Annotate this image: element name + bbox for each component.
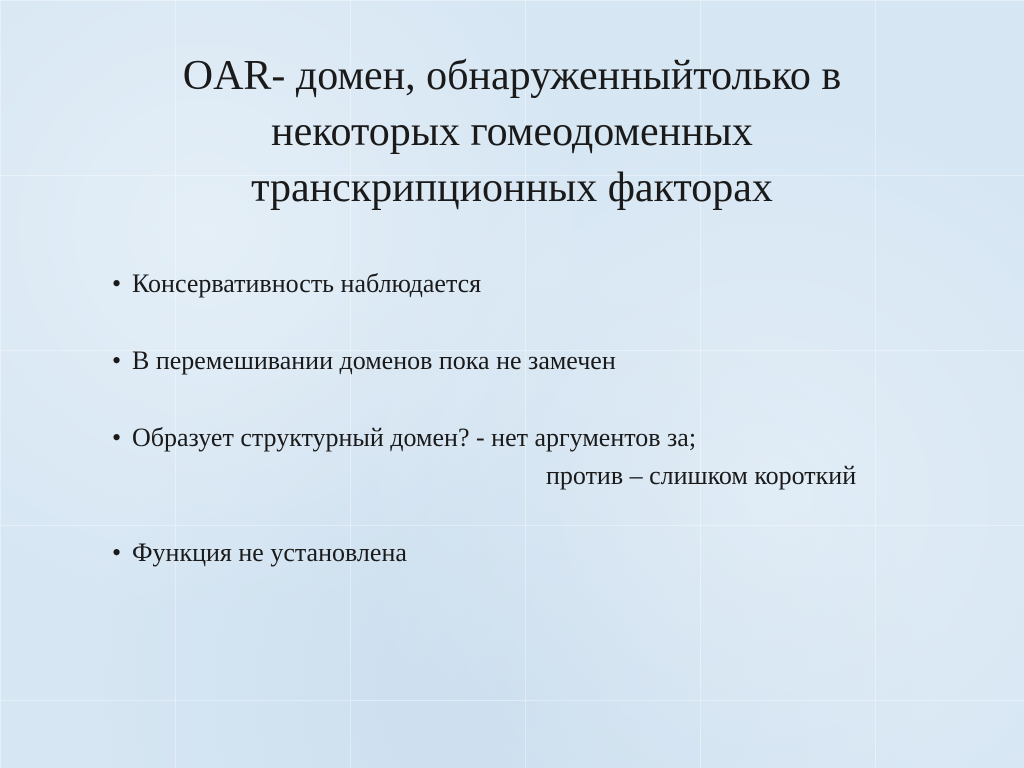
slide-title [60,48,964,216]
bullet-dot: • [112,269,122,298]
bullet-dot: • [112,538,122,567]
bullet-item [112,535,407,571]
bullet-item [112,420,696,456]
bullet-text: В перемешивании доменов пока не замечен [132,346,616,375]
bullet-item [112,266,481,302]
bullet-continuation: против – слишком короткий [546,461,857,490]
title-line: транскрипционных факторах [251,165,773,211]
title-line: некоторых гомеодоменных [271,109,753,155]
bullet-text: Образует структурный домен? - нет аргументов за; [132,423,697,452]
bullet-item [112,343,616,379]
bullet-dot: • [112,346,122,375]
bullet-dot: • [112,423,122,452]
title-line: OAR- домен, обнаруженныйтолько в [182,53,842,99]
bullet-text: Консервативность наблюдается [132,269,482,298]
bullet-text: Функция не установлена [132,538,407,567]
